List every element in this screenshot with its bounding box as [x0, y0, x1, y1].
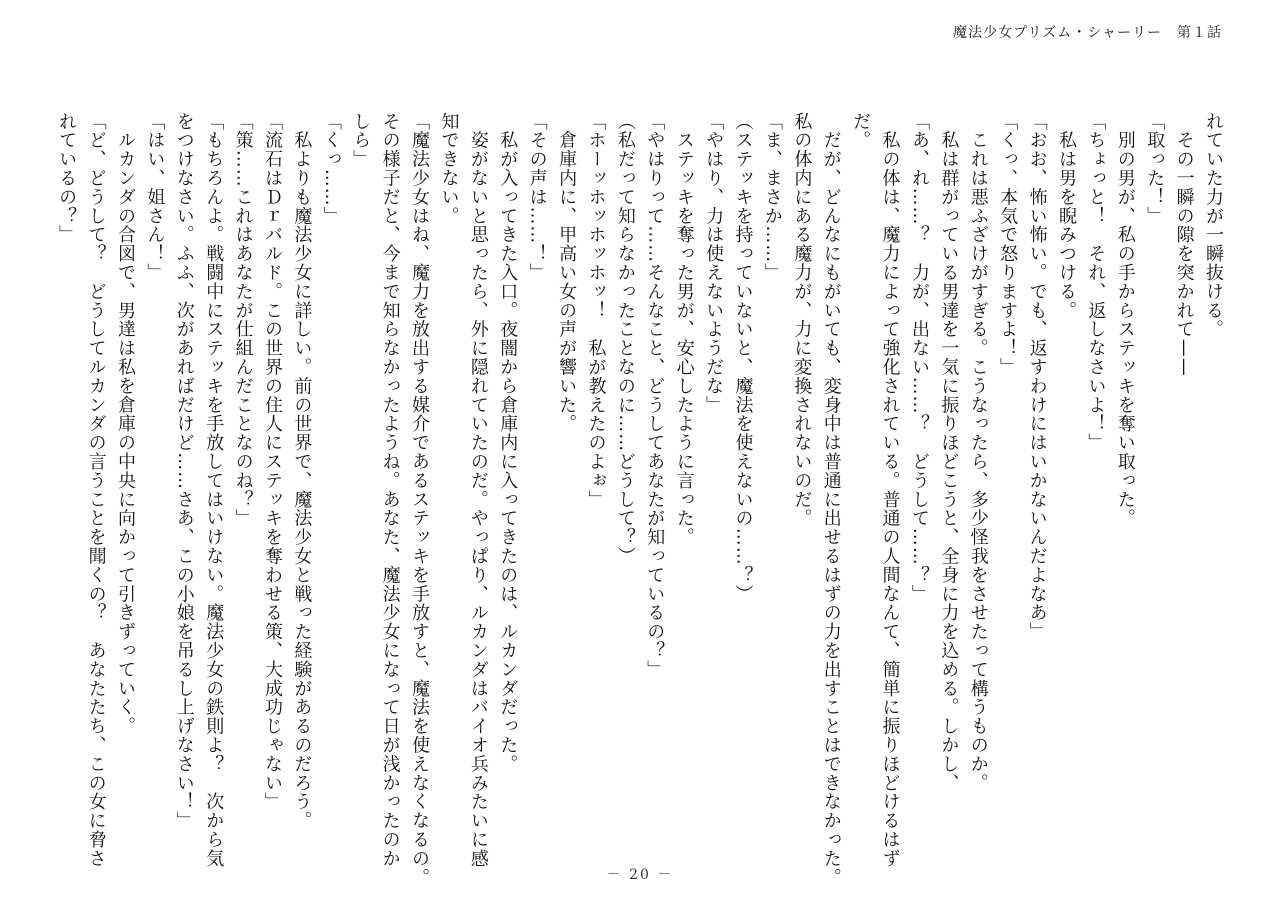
text-line: これは悪ふざけがすぎる。こうなったら、多少怪我をさせたって構うものか。 [967, 112, 989, 793]
text-line: 私よりも魔法少女に詳しい。前の世界で、魔法少女と戦った経験があるのだろう。 [291, 112, 313, 831]
text-line: 「あ、れ……？ 力が、出ない……？ どうして……？」 [908, 112, 930, 604]
text-line: 「流石はＤｒバルド。この世界の住人にステッキを奪わせる策、大成功じゃない」 [262, 112, 283, 812]
text-line: 「くっ……」 [320, 112, 342, 226]
text-line: 「もちろんよ。戦闘中にステッキを手放してはいけない。魔法少女の鉄則よ？ 次から気 [203, 112, 225, 868]
text-line: れているの？」 [56, 112, 78, 245]
text-line: 「ちょっと！ それ、返しなさいよ！」 [1085, 112, 1107, 453]
text-line: 「はい、姐さん！」 [144, 112, 166, 283]
text-line: ルカンダの合図で、男達は私を倉庫の中央に向かって引きずっていく。 [114, 112, 136, 736]
text-line: 姿がないと思ったら、外に隠れていたのだ。やっぱり、ルカンダはバイオ兵みたいに感 [467, 112, 489, 868]
text-line: 「やはり、力は使えないようだな」 [703, 112, 725, 415]
text-line: 「その声は……！」 [526, 112, 548, 283]
text-line: だが、どんなにもがいても、変身中は普通に出せるはずの力を出すことはできなかった。 [820, 112, 842, 887]
text-line: 別の男が、私の手からステッキを奪い取った。 [1114, 112, 1136, 528]
text-line: れていた力が一瞬抜ける。 [1203, 112, 1224, 339]
text-line: をつけなさい。ふふ、次があればだけど……さあ、この小娘を吊るし上げなさい！」 [173, 112, 195, 831]
text-line: 「策……これはあなたが仕組んだことなのね？」 [232, 112, 254, 528]
text-line: 「やはりって……そんなこと、どうしてあなたが知っているの？」 [644, 112, 666, 679]
text-line: 「ど、どうして？ どうしてルカンダの言うことを聞くの？ あなたたち、この女に脅さ [85, 112, 107, 868]
text-line: （ステッキを持っていないと、魔法を使えないの……？） [732, 112, 754, 604]
text-line: 私は男を睨みつける。 [1055, 112, 1077, 320]
document-header-title: 魔法少女プリズム・シャーリー 第１話 [953, 25, 1222, 41]
text-line: 「くっ、本気で怒りますよ！」 [997, 112, 1019, 377]
text-line: 私が入ってきた入口。夜闇から倉庫内に入ってきたのは、ルカンダだった。 [497, 112, 519, 774]
text-line: 「ま、まさか……」 [761, 112, 783, 283]
text-line: 「取った！」 [1144, 112, 1166, 226]
text-line: だ。 [850, 112, 872, 150]
text-line: 「ホーッホッホッホッ！ 私が教えたのよぉ」 [585, 112, 607, 509]
text-line: 私の体は、魔力によって強化されている。普通の人間なんて、簡単に振りほどけるはず [879, 112, 901, 868]
text-line: 私の体内にある魔力が、力に変換されないのだ。 [791, 112, 813, 528]
text-line: 「魔法少女はね、魔力を放出する媒介であるステッキを手放すと、魔法を使えなくなるの。 [409, 112, 431, 887]
text-line: 倉庫内に、甲高い女の声が響いた。 [556, 112, 578, 434]
text-line: 私は群がっている男達を一気に振りほどこうと、全身に力を込める。しかし、 [938, 112, 960, 793]
text-line: （私だって知らなかったことなのに……どうして？） [614, 112, 636, 566]
page-number: － 20 － [606, 867, 674, 883]
text-line: しら」 [350, 112, 372, 169]
text-line: その一瞬の隙を突かれて—— [1173, 112, 1195, 377]
text-line: 「おお、怖い怖い。でも、返すわけにはいかないんだよなあ」 [1026, 112, 1048, 642]
text-line: ステッキを奪った男が、安心したように言った。 [673, 112, 695, 547]
text-line: 知できない。 [438, 112, 460, 226]
text-line: その様子だと、今まで知らなかったようね。あなた、魔法少女になって日が浅かったのか [379, 112, 401, 868]
